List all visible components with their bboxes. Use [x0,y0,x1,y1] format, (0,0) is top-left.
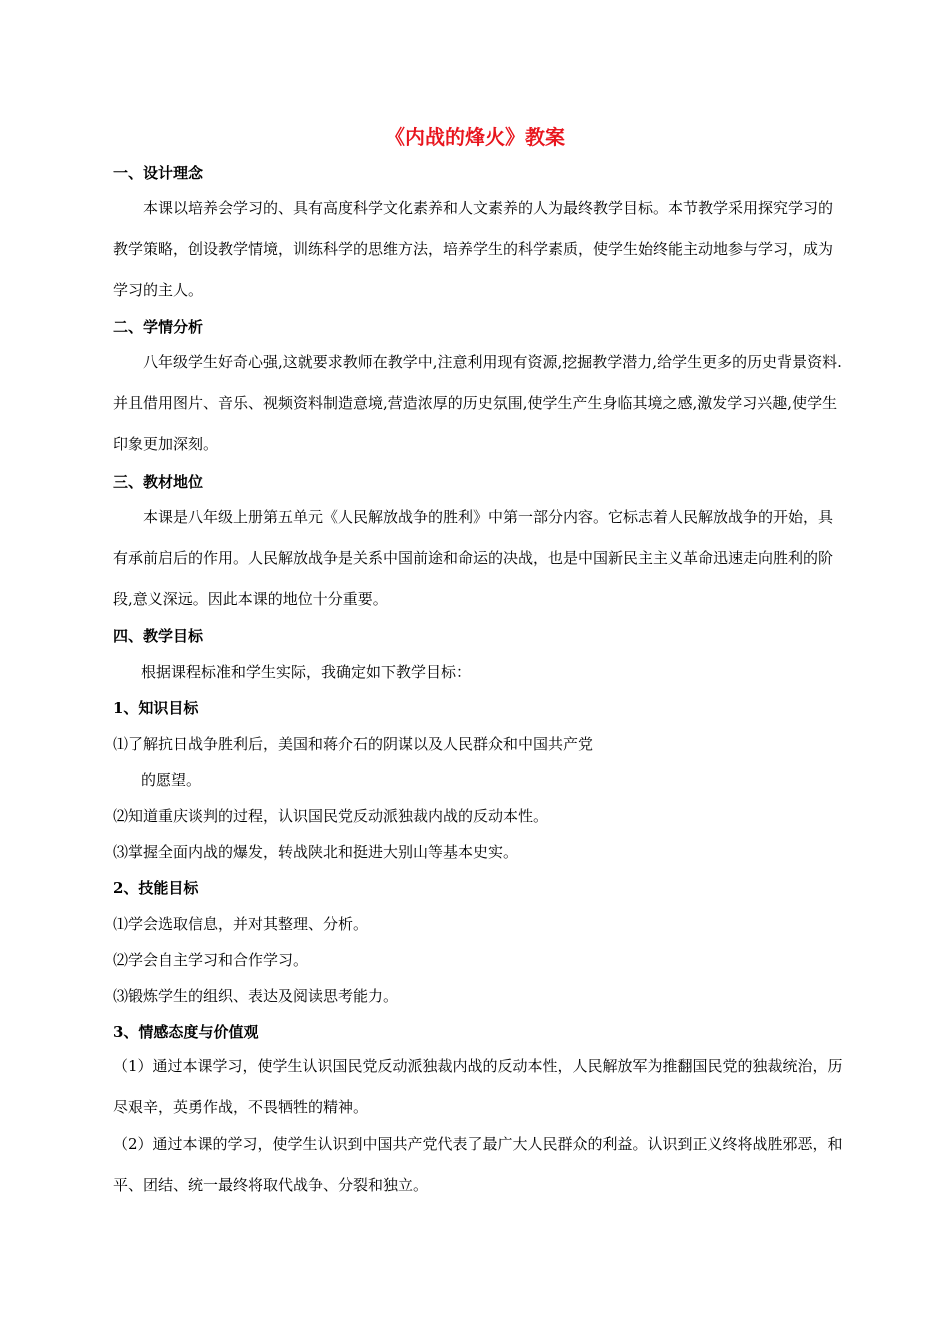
skill-goal-item-1: ⑴学会选取信息，并对其整理、分析。 [113,915,369,933]
skill-goal-item-3: ⑶锻炼学生的组织、表达及阅读思考能力。 [113,987,399,1005]
subheading-emotion-values: 3、情感态度与价值观 [113,1023,259,1041]
section-heading-textbook-position: 三、教材地位 [113,473,204,491]
section-heading-teaching-goals: 四、教学目标 [113,627,204,645]
knowledge-goal-item-1: ⑴了解抗日战争胜利后，美国和蒋介石的阴谋以及人民群众和中国共产党 [113,735,594,753]
document-title: 《内战的烽火》教案 [385,125,565,149]
section-paragraph-student-analysis: 八年级学生好奇心强,这就要求教师在教学中,注意利用现有资源,挖掘教学潜力,给学生更多的历史背景资料.并且借用图片、音乐、视频资料制造意境,营造浓厚的历史氛围,使学生产生身临其境之感,激发学习兴趣,使学生印象更加深刻。 [113,353,842,453]
emotion-goal-item-2: （2）通过本课的学习，使学生认识到中国共产党代表了最广大人民群众的利益。认识到正义终将战胜邪恶，和平、团结、统一最终将取代战争、分裂和独立。 [113,1135,843,1194]
knowledge-goal-item-1-continued: 的愿望。 [141,771,202,789]
teaching-goals-intro: 根据课程标准和学生实际，我确定如下教学目标： [141,663,472,681]
knowledge-goal-item-3: ⑶掌握全面内战的爆发，转战陕北和挺进大别山等基本史实。 [113,843,519,861]
section-paragraph-textbook-position: 本课是八年级上册第五单元《人民解放战争的胜利》中第一部分内容。它标志着人民解放战争的开始，具有承前启后的作用。人民解放战争是关系中国前途和命运的决战，也是中国新民主主义革命迅速走向胜利的阶段,意义深远。因此本课的地位十分重要。 [113,508,834,608]
section-paragraph-design-concept: 本课以培养会学习的、具有高度科学文化素养和人文素养的人为最终教学目标。本节教学采用探究学习的教学策略，创设教学情境，训练科学的思维方法，培养学生的科学素质，使学生始终能主动地参与学习，成为学习的主人。 [113,199,834,299]
skill-goal-item-2: ⑵学会自主学习和合作学习。 [113,951,309,969]
section-heading-student-analysis: 二、学情分析 [113,318,204,336]
section-heading-design-concept: 一、设计理念 [113,164,204,182]
knowledge-goal-item-2: ⑵知道重庆谈判的过程，认识国民党反动派独裁内战的反动本性。 [113,807,549,825]
emotion-goal-item-1: （1）通过本课学习，使学生认识国民党反动派独裁内战的反动本性，人民解放军为推翻国民党的独裁统治，历尽艰辛，英勇作战，不畏牺牲的精神。 [113,1057,843,1116]
subheading-knowledge-goals: 1、知识目标 [113,699,199,717]
subheading-skill-goals: 2、技能目标 [113,879,199,897]
